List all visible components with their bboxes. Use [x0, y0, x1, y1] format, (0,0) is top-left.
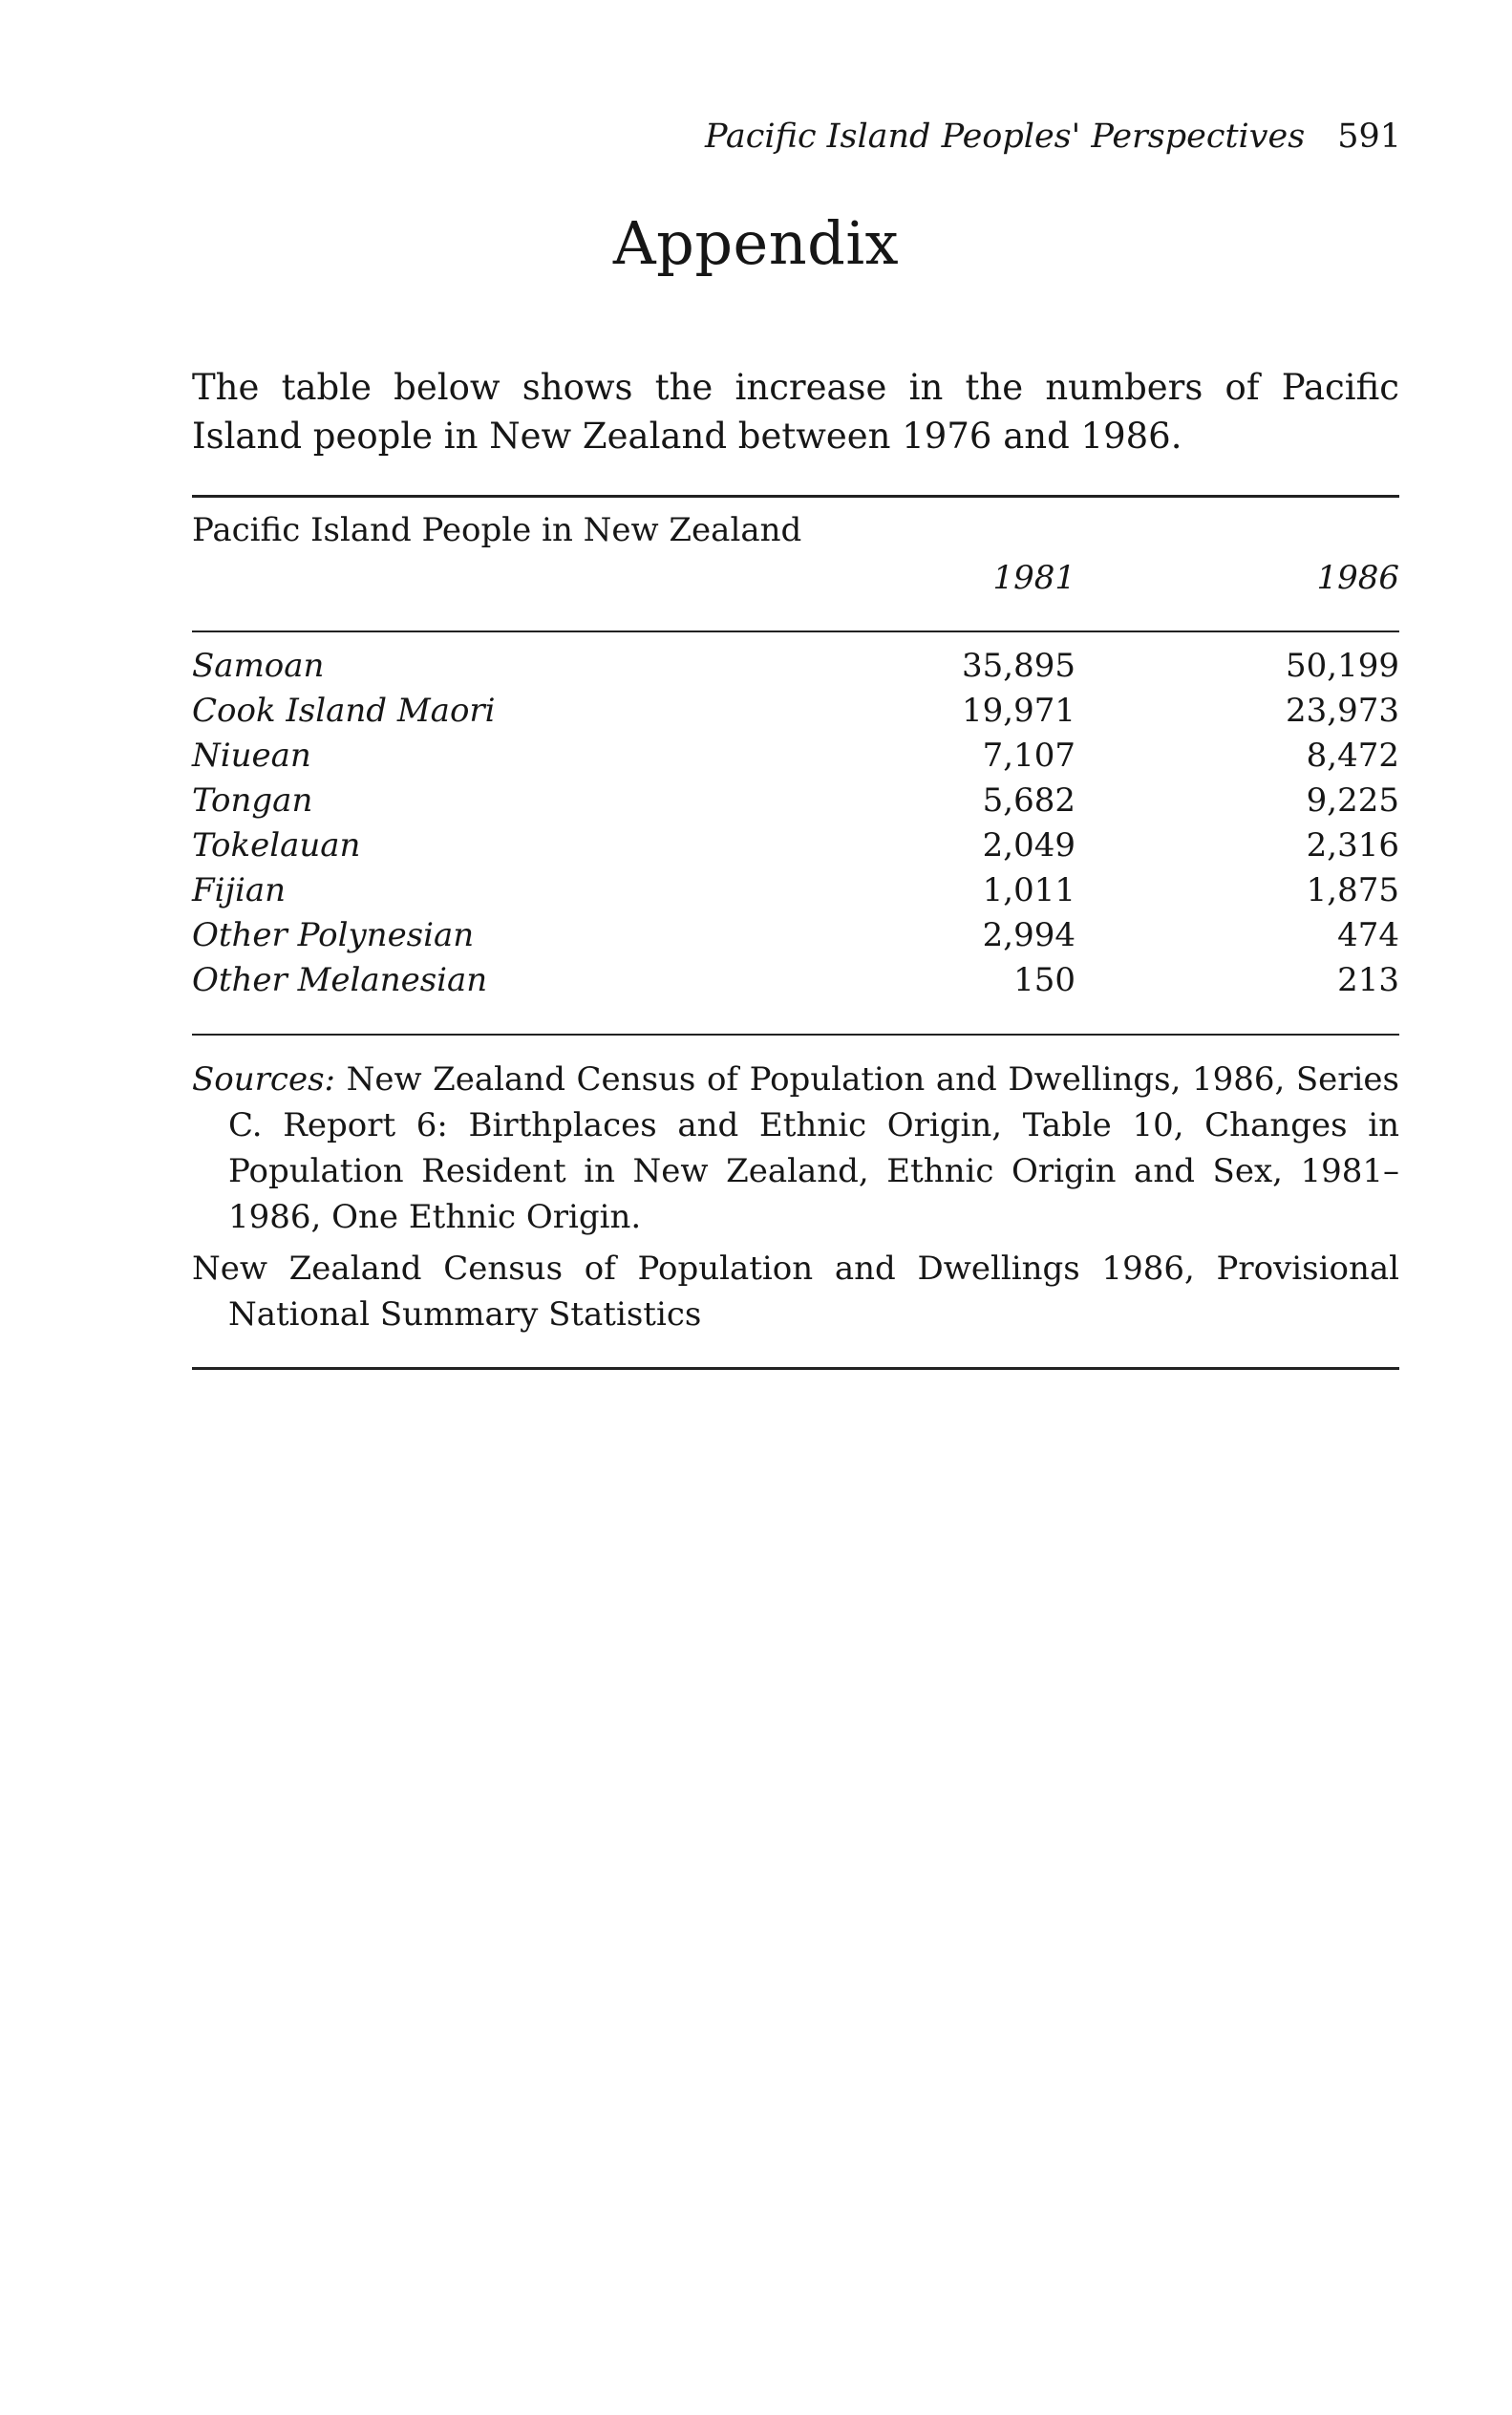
row-label: Samoan [192, 647, 325, 685]
row-label: Fijian [192, 871, 287, 909]
table-row [192, 913, 1399, 958]
table-row [192, 868, 1399, 913]
value-1986: 2,316 [1306, 826, 1399, 865]
source-text: New Zealand Census of Population and Dwellings 1986, Provisional National Summary Statistics [192, 1250, 1399, 1334]
value-1981: 7,107 [982, 737, 1075, 775]
sources-label: Sources: [192, 1060, 335, 1099]
source-text: New Zealand Census of Population and Dwellings, 1986, Series C. Report 6: Birthplaces and Ethnic Origin, Table 10, Changes in Population Resident in New Zealand, Ethnic Origin and Sex, 1981–1986, One Ethnic Origin. [228, 1060, 1400, 1236]
value-1986: 474 [1337, 916, 1399, 954]
value-1986: 50,199 [1286, 647, 1399, 685]
column-header-1986: 1986 [1316, 559, 1399, 597]
sources-note [192, 1057, 1399, 1343]
header-rule [192, 630, 1399, 632]
running-head [580, 120, 1401, 154]
intro-paragraph: The table below shows the increase in the numbers of Pacific Island people in New Zealand between 1976 and 1986. [192, 367, 1399, 457]
value-1981: 19,971 [962, 692, 1075, 730]
source-entry [192, 1057, 1399, 1240]
table-bottom-rule [192, 1034, 1399, 1036]
appendix-heading: Appendix [612, 208, 900, 278]
table-top-rule [192, 495, 1399, 498]
value-1986: 23,973 [1286, 692, 1399, 730]
value-1986: 213 [1337, 961, 1399, 999]
page-number: 591 [1337, 118, 1401, 156]
value-1981: 35,895 [962, 647, 1075, 685]
table-body [192, 644, 1399, 1003]
value-1981: 2,049 [982, 826, 1075, 865]
source-entry [192, 1246, 1399, 1337]
value-1986: 9,225 [1306, 781, 1399, 820]
row-label: Tongan [192, 781, 313, 820]
value-1981: 1,011 [982, 871, 1075, 909]
value-1981: 2,994 [982, 916, 1075, 954]
table-row [192, 823, 1399, 868]
table-caption: Pacific Island People in New Zealand [192, 511, 802, 549]
running-head-title: Pacific Island Peoples' Perspectives [704, 118, 1306, 156]
row-label: Tokelauan [192, 826, 361, 865]
row-label: Niuean [192, 737, 311, 775]
table-row [192, 689, 1399, 734]
sources-bottom-rule [192, 1367, 1399, 1370]
value-1986: 8,472 [1306, 737, 1399, 775]
column-header-1981: 1981 [992, 559, 1075, 597]
row-label: Cook Island Maori [192, 692, 496, 730]
table-row [192, 734, 1399, 779]
table-row [192, 958, 1399, 1003]
row-label: Other Polynesian [192, 916, 475, 954]
table-row [192, 644, 1399, 689]
value-1986: 1,875 [1306, 871, 1399, 909]
table-row [192, 779, 1399, 823]
value-1981: 5,682 [982, 781, 1075, 820]
value-1981: 150 [1013, 961, 1075, 999]
row-label: Other Melanesian [192, 961, 488, 999]
